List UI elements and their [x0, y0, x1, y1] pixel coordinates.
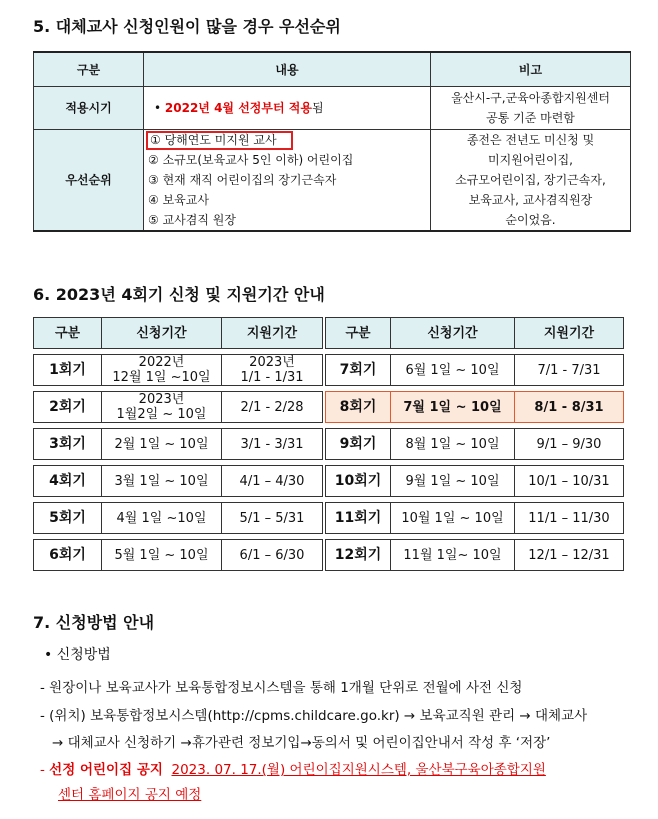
line5-underlined: 센터 홈페이지 공지 예정: [58, 787, 202, 803]
schedule-row-1: [33, 354, 323, 386]
apply-period: 2월 1일 ~ 10일: [102, 428, 222, 460]
header-round: 구분: [325, 317, 391, 349]
method-line-5: [58, 783, 201, 807]
schedule-row-10: [325, 465, 624, 497]
section7-title: 7. 신청방법 안내: [33, 613, 155, 632]
apply-period: 7월 1일 ~ 10일: [391, 391, 515, 423]
section6-title: 6. 2023년 4회기 신청 및 지원기간 안내: [33, 285, 325, 304]
header-apply: 신청기간: [391, 317, 515, 349]
note-line: 종전은 전년도 미신청 및: [466, 133, 595, 147]
header-apply: 신청기간: [102, 317, 222, 349]
schedule-row-12: [325, 539, 624, 571]
schedule-row-4: [33, 465, 323, 497]
apply-period: [102, 391, 222, 423]
effective-date-suffix: 됨: [311, 101, 324, 115]
priority-note: [431, 130, 631, 232]
method-bullet: • 신청방법: [44, 647, 111, 663]
priority-item-2: ② 소규모(보육교사 5인 이하) 어린이집: [148, 153, 354, 167]
method-line-3: → 대체교사 신청하기 →휴가관련 정보기입→동의서 및 어린이집안내서 작성 후 ‘저장’: [52, 735, 551, 751]
priority-item-5: ⑤ 교사겸직 원장: [148, 213, 236, 227]
round-label: 3회기: [33, 428, 102, 460]
priority-item-4: ④ 보육교사: [148, 193, 209, 207]
support-period: 9/1 – 9/30: [515, 428, 624, 460]
support-period: 3/1 - 3/31: [222, 428, 323, 460]
round-label: 10회기: [325, 465, 391, 497]
method-line-2: - (위치) 보육통합정보시스템(http://cpms.childcare.go.kr) → 보육교직원 관리 → 대체교사: [40, 708, 588, 724]
apply-line: 1월2일 ~ 10일: [116, 407, 207, 422]
schedule-row-2: [33, 391, 323, 423]
schedule-row-9: [325, 428, 624, 460]
header-note: 비고: [431, 52, 631, 87]
schedule-row-11: [325, 502, 624, 534]
schedule-left-header: [33, 317, 323, 349]
round-label: 7회기: [325, 354, 391, 386]
apply-period: 10월 1일 ~ 10일: [391, 502, 515, 534]
apply-period: 3월 1일 ~ 10일: [102, 465, 222, 497]
method-line-1: - 원장이나 보육교사가 보육통합정보시스템을 통해 1개월 단위로 전월에 사전 신청: [40, 680, 523, 696]
apply-period: 8월 1일 ~ 10일: [391, 428, 515, 460]
support-period: 6/1 – 6/30: [222, 539, 323, 571]
header-round: 구분: [33, 317, 102, 349]
line4-underlined: 2023. 07. 17.(월) 어린이집지원시스템, 울산북구육아종합지원: [171, 762, 546, 778]
round-label: 2회기: [33, 391, 102, 423]
support-period: 11/1 – 11/30: [515, 502, 624, 534]
priority-item-1-highlight: ① 당해연도 미지원 교사: [146, 131, 293, 150]
schedule-table-right: [325, 312, 624, 576]
line4-dash: -: [40, 762, 50, 778]
round-label: 12회기: [325, 539, 391, 571]
note-line: 소규모어린이집, 장기근속자,: [455, 173, 606, 187]
apply-line: 2022년: [138, 355, 185, 370]
support-period: 8/1 - 8/31: [515, 391, 624, 423]
effective-date-red-text: 2022년 4월 선정부터 적용: [164, 101, 312, 115]
effective-date-label: 적용시기: [34, 87, 144, 130]
round-label: 1회기: [33, 354, 102, 386]
priority-item-1: [148, 130, 430, 150]
schedule-row-6: [33, 539, 323, 571]
note-line: 순이었음.: [505, 213, 556, 227]
apply-period: 11월 1일~ 10일: [391, 539, 515, 571]
support-period: 12/1 – 12/31: [515, 539, 624, 571]
round-label: 9회기: [325, 428, 391, 460]
schedule-row-8-highlighted: [325, 391, 624, 423]
schedule-row-3: [33, 428, 323, 460]
header-support: 지원기간: [515, 317, 624, 349]
note-line: 보육교사, 교사겸직원장: [468, 193, 593, 207]
header-content: 내용: [144, 52, 431, 87]
apply-line: 12월 1일 ~10일: [112, 370, 211, 385]
effective-date-bullet: •: [154, 101, 165, 115]
support-period: 2/1 - 2/28: [222, 391, 323, 423]
support-period: 5/1 – 5/31: [222, 502, 323, 534]
note-line: 공통 기준 마련함: [486, 111, 575, 125]
apply-period: 6월 1일 ~ 10일: [391, 354, 515, 386]
priority-label: 우선순위: [34, 130, 144, 232]
schedule-table-left: [33, 312, 323, 576]
header-category: 구분: [34, 52, 144, 87]
support-period: 4/1 – 4/30: [222, 465, 323, 497]
note-line: 미지원어린이집,: [488, 153, 573, 167]
round-label: 8회기: [325, 391, 391, 423]
round-label: 6회기: [33, 539, 102, 571]
support-period: [222, 354, 323, 386]
priority-items: [144, 130, 431, 232]
apply-line: 2023년: [138, 392, 185, 407]
note-line: 울산시-구,군육아종합지원센터: [451, 91, 610, 105]
priority-table-header: [34, 52, 631, 87]
round-label: 5회기: [33, 502, 102, 534]
effective-date-content: [144, 87, 431, 130]
apply-period: 9월 1일 ~ 10일: [391, 465, 515, 497]
schedule-row-5: [33, 502, 323, 534]
header-support: 지원기간: [222, 317, 323, 349]
method-line-4: [40, 758, 546, 782]
row-priority: [34, 130, 631, 232]
support-period: 7/1 - 7/31: [515, 354, 624, 386]
support-line: 1/1 - 1/31: [240, 370, 304, 385]
support-period: 10/1 – 10/31: [515, 465, 624, 497]
priority-table: [33, 51, 631, 232]
apply-period: 4월 1일 ~10일: [102, 502, 222, 534]
line4-bold: 선정 어린이집 공지: [49, 762, 163, 778]
apply-period: 5월 1일 ~ 10일: [102, 539, 222, 571]
schedule-row-7: [325, 354, 624, 386]
effective-date-note: [431, 87, 631, 130]
round-label: 4회기: [33, 465, 102, 497]
section5-title: 5. 대체교사 신청인원이 많을 경우 우선순위: [33, 17, 341, 36]
apply-period: [102, 354, 222, 386]
schedule-right-header: [325, 317, 624, 349]
round-label: 11회기: [325, 502, 391, 534]
row-effective-date: [34, 87, 631, 130]
priority-item-3: ③ 현재 재직 어린이집의 장기근속자: [148, 173, 337, 187]
support-line: 2023년: [249, 355, 295, 370]
